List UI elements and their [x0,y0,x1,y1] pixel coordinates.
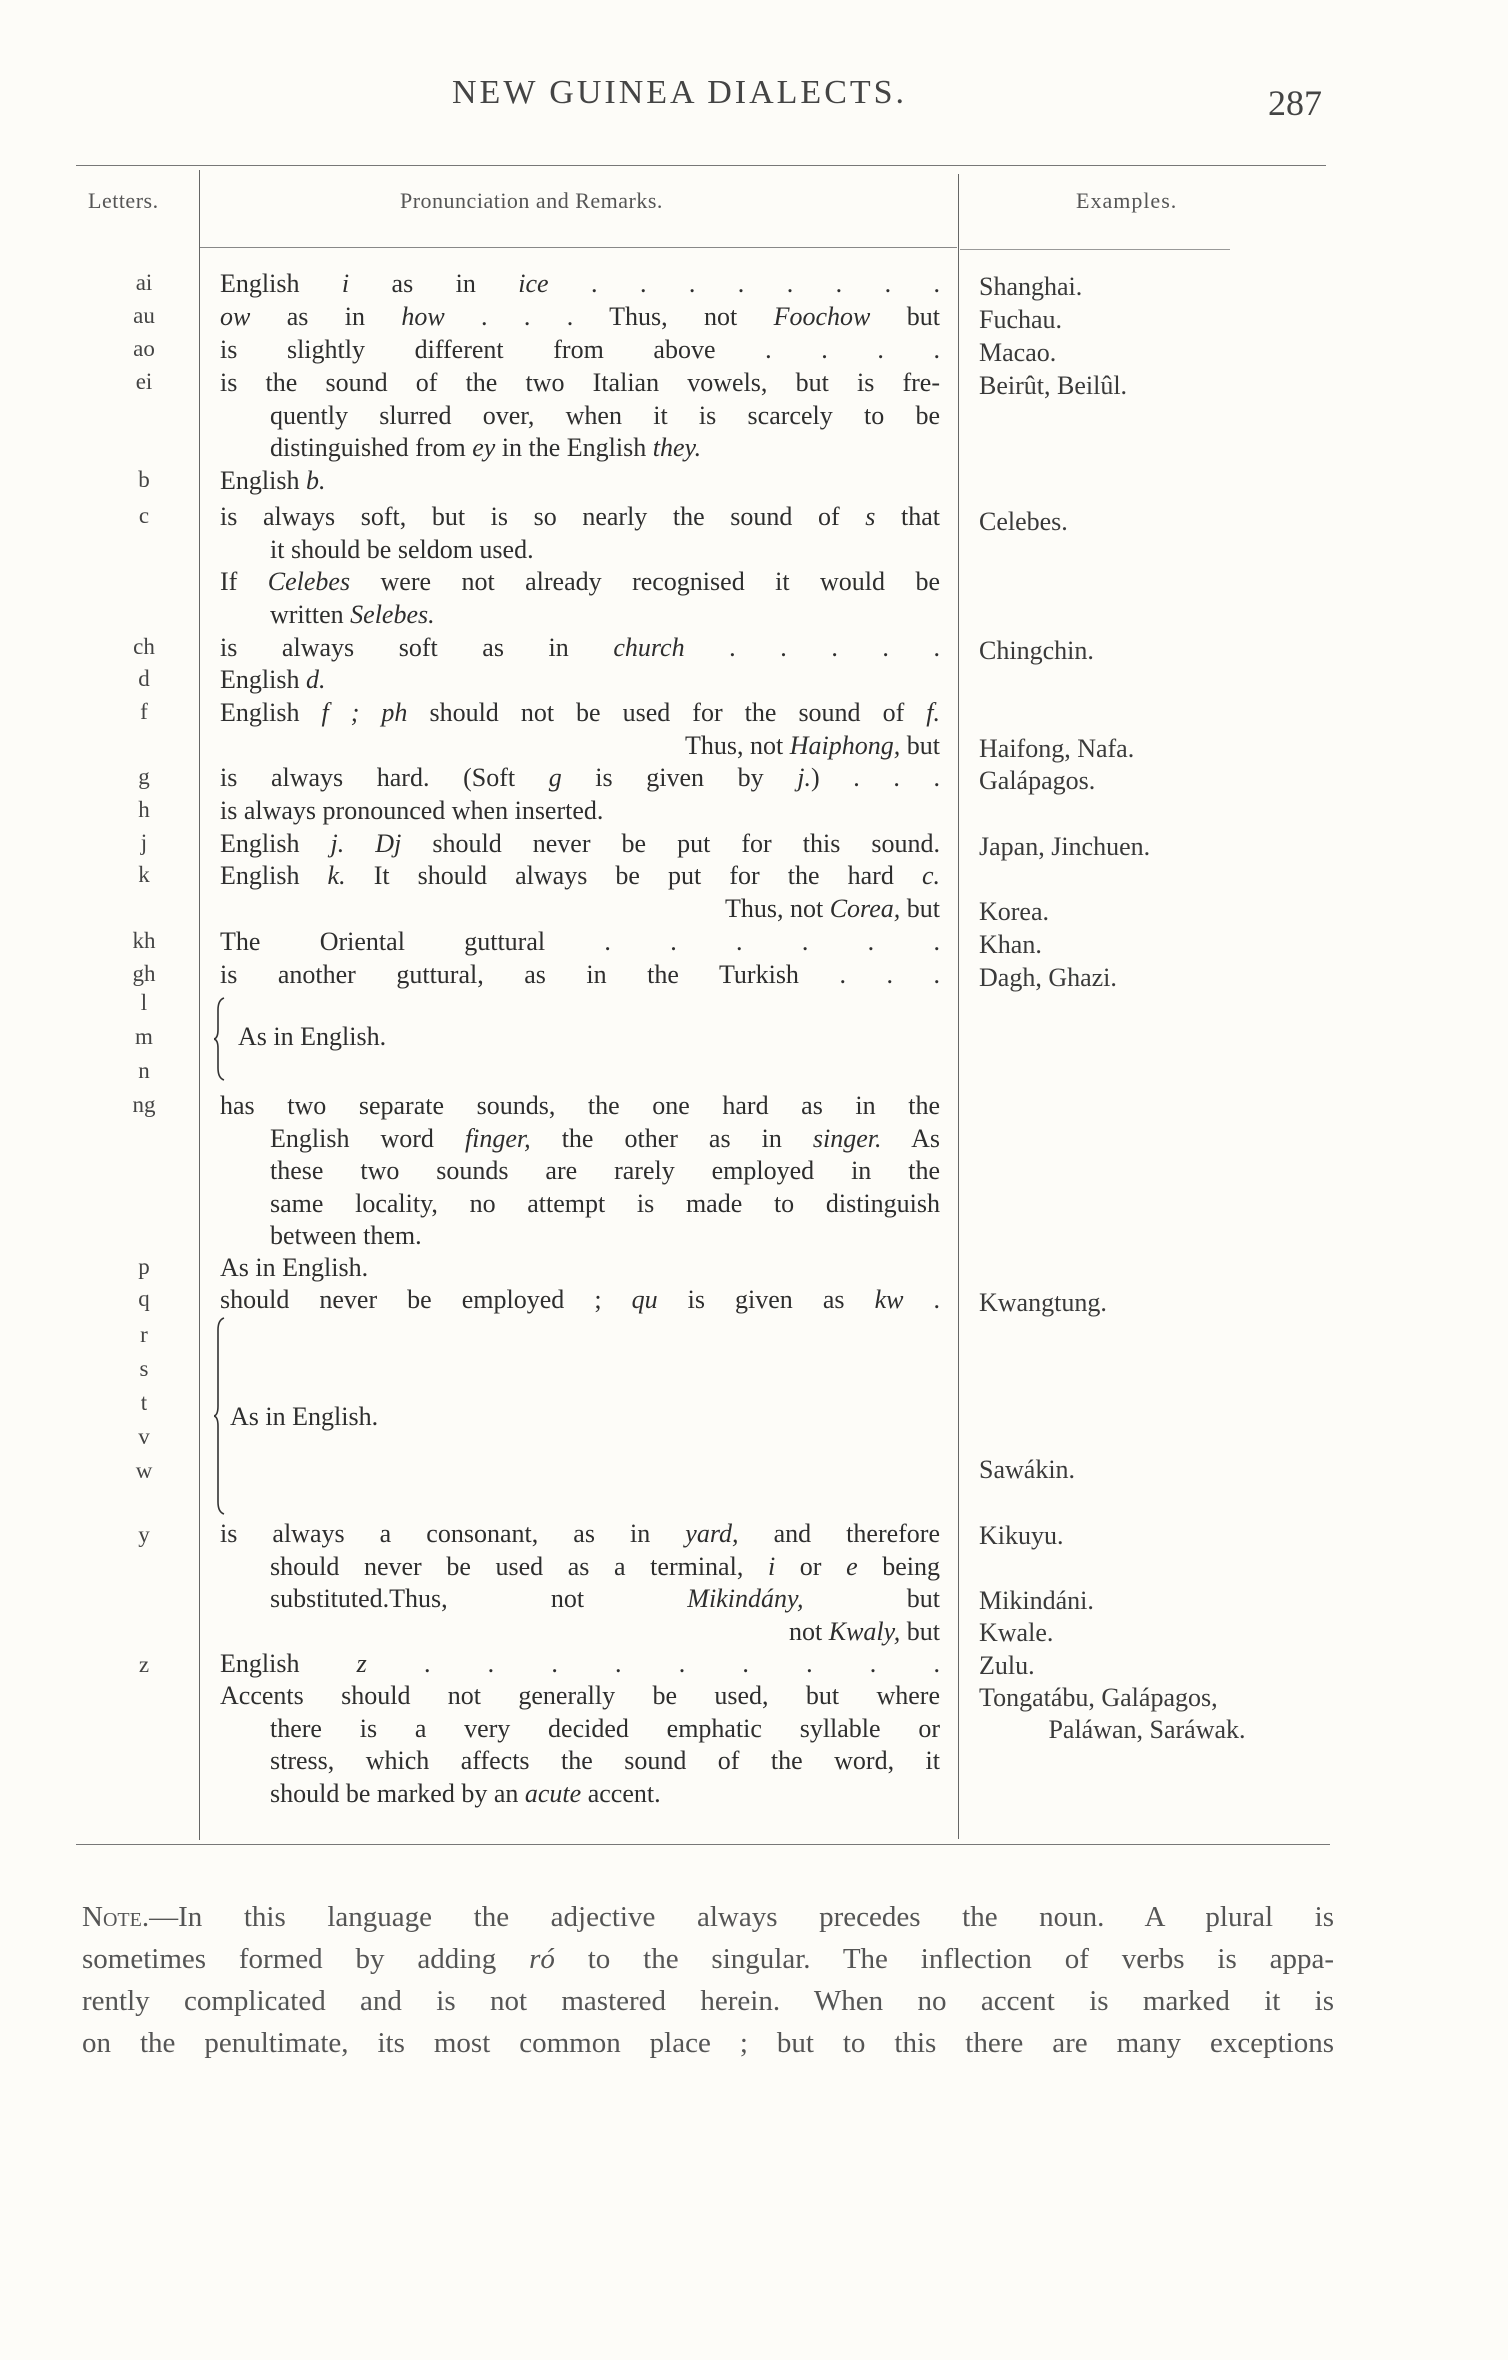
letter-p: p [138,1254,150,1279]
example-j: Japan, Jinchuen. [979,832,1151,861]
pron-h: is always pronounced when inserted. [220,796,604,825]
example-k: Korea. [979,897,1050,926]
example-z: Zulu. [979,1651,1035,1680]
pron-lmn: As in English. [238,1022,387,1051]
example-ai: Shanghai. [979,272,1083,301]
pron-b: English b. [220,466,326,495]
letter-ch: ch [133,634,155,659]
example-f: Haifong, Nafa. [979,734,1135,763]
brace-lmn [214,996,232,1082]
example-w: Sawákin. [979,1455,1076,1484]
example-c: Celebes. [979,507,1068,536]
pron-g: is always hard. (Soft g is given by j.) . . . [220,763,940,792]
example-accents-2: Paláwan, Saráwak. [1048,1715,1246,1744]
letter-au: au [133,303,155,328]
page-number: 287 [1268,83,1322,123]
letter-r: r [140,1322,148,1347]
letter-q: q [138,1286,150,1311]
letter-k: k [138,862,150,887]
example-ei: Beirût, Beilûl. [979,371,1128,400]
example-kh: Khan. [979,930,1042,959]
pron-ng: has two separate sounds, the one hard as in the English word finger, the other as in singer. As these two sounds are rarely employed in the same locality, no attempt is made to distinguish between them. [220,1091,940,1250]
letter-s: s [139,1356,149,1381]
example-gh: Dagh, Ghazi. [979,963,1117,992]
letter-y: y [138,1522,150,1547]
pron-c: is always soft, but is so nearly the sound of s that it should be seldom used. If Celebes were not already recognised it would be written Selebes. [220,502,940,629]
pron-ch: is always soft as in church . . . . . [220,633,941,662]
example-y-3: Kwale. [979,1618,1054,1647]
letter-b: b [138,467,150,492]
pron-ai: English i as in ice . . . . . . . . [220,269,940,298]
column-header-pronunciation: Pronunciation and Remarks. [400,188,663,213]
page-title: NEW GUINEA DIALECTS. [452,74,908,111]
pron-au: ow as in how . . . Thus, not Foochow but [220,302,940,331]
pron-accents: Accents should not generally be used, but where there is a very decided emphatic syllable or stress, which affects the sound of the word, it should be marked by an acute accent. [220,1681,940,1808]
example-ao: Macao. [979,338,1057,367]
letter-c: c [138,503,150,528]
pron-z: English z . . . . . . . . . [220,1649,940,1678]
letter-n: n [138,1058,150,1083]
example-ch: Chingchin. [979,636,1094,665]
letter-m: m [135,1024,153,1049]
example-y: Kikuyu. [979,1521,1064,1550]
note-label: Note. [82,1901,150,1933]
pron-ao: is slightly different from above . . . . [220,335,940,364]
letter-ng: ng [132,1092,156,1117]
letter-d: d [138,666,150,691]
example-g: Galápagos. [979,766,1096,795]
letter-g: g [138,764,150,789]
pron-ei: is the sound of the two Italian vowels, but is fre- quently slurred over, when it is scarcely to be distinguished from ey in the English they. [220,368,940,462]
example-accents: Tongatábu, Galápagos, [979,1683,1218,1712]
example-y-2: Mikindáni. [979,1586,1094,1615]
letter-ei: ei [135,369,153,394]
pron-k: English k. It should always be put for the hard c. Thus, not Corea, but [220,861,940,923]
pron-p: As in English. [220,1253,369,1282]
letter-l: l [140,990,148,1015]
footnote: Note.—In this language the adjective always precedes the noun. A plural is sometimes formed by adding ró to the singular. The inflection of verbs is appa- rently complicated and is not mastered herein. When no accent is marked it is on the penultimate, its most common place ; but to this there are many exceptions [82,1901,1334,2059]
letter-ao: ao [133,336,155,361]
pron-rstvw: As in English. [230,1402,379,1431]
letter-ai: ai [135,270,153,295]
pron-gh: is another guttural, as in the Turkish . . . [220,960,940,989]
pron-y: is always a consonant, as in yard, and therefore should never be used as a terminal, i or e being substituted.Thus, not Mikindány, but not Kwaly, but [220,1519,941,1646]
pron-j: English j. Dj should never be put for this sound. [220,829,941,858]
pron-f: English f ; ph should not be used for the sound of f. Thus, not Haiphong, but [220,698,940,760]
pron-q: should never be employed ; qu is given as kw . [220,1285,940,1314]
letter-w: w [135,1458,153,1483]
letter-f: f [140,699,148,724]
letter-h: h [138,797,150,822]
column-header-letters: Letters. [88,188,159,213]
pron-kh: The Oriental guttural . . . . . . [220,927,940,956]
letter-v: v [138,1424,150,1449]
letter-z: z [138,1652,150,1677]
letter-gh: gh [132,961,156,986]
column-header-examples: Examples. [1076,188,1178,213]
letter-kh: kh [132,928,156,953]
example-au: Fuchau. [979,305,1063,334]
letter-t: t [140,1390,148,1415]
letter-j: j [140,830,148,855]
pron-d: English d. [220,665,326,694]
example-q: Kwangtung. [979,1288,1107,1317]
